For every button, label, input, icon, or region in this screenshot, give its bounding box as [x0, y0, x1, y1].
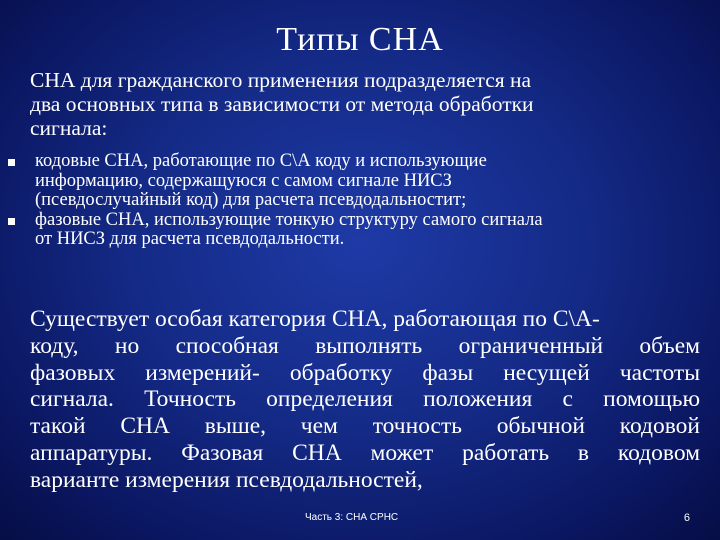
intro-text	[30, 68, 700, 140]
page-number: 6	[683, 512, 690, 524]
slide-footer: Часть 3: СНА СРНС	[305, 512, 399, 523]
intro-line: сигнала:	[30, 116, 108, 140]
bullet-line: (псевдослучайный код) для расчета псевдодальностит;	[35, 190, 467, 210]
paragraph-line: аппаратуры. Фазовая СНА может работать в кодовом	[30, 439, 700, 466]
square-bullet-icon	[8, 159, 15, 166]
bullet-line: кодовые СНА, работающие по С\А коду и использующие	[35, 151, 487, 171]
paragraph-line: фазовых измерений- обработку фазы несущей частоты	[30, 359, 700, 386]
slide-title: Типы СНА	[276, 21, 444, 58]
bullet-list	[0, 152, 720, 250]
body-paragraph	[30, 306, 700, 494]
bullet-line: информацию, содержащуюся с самом сигнале НИСЗ	[35, 170, 452, 191]
bullet-item-phase-receivers	[0, 211, 720, 250]
bullet-item-code-receivers	[0, 152, 720, 211]
intro-line: СНА для гражданского применения подразделяется на	[30, 68, 532, 92]
bullet-line: от НИСЗ для расчета псевдодальности.	[35, 229, 345, 249]
paragraph-line: Существует особая категория СНА, работающая по С\А-	[30, 306, 600, 332]
paragraph-line: коду, но способная выполнять ограниченный объем	[30, 332, 700, 359]
paragraph-line: варианте измерения псевдодальностей,	[30, 466, 423, 493]
intro-line: два основных типа в зависимости от метода обработки	[30, 92, 534, 116]
paragraph-line: такой СНА выше, чем точность обычной кодовой	[30, 413, 700, 440]
paragraph-line: сигнала. Точность определения положения с помощью	[30, 386, 700, 413]
square-bullet-icon	[8, 218, 15, 225]
bullet-line: фазовые СНА, использующие тонкую структуру самого сигнала	[35, 209, 543, 230]
